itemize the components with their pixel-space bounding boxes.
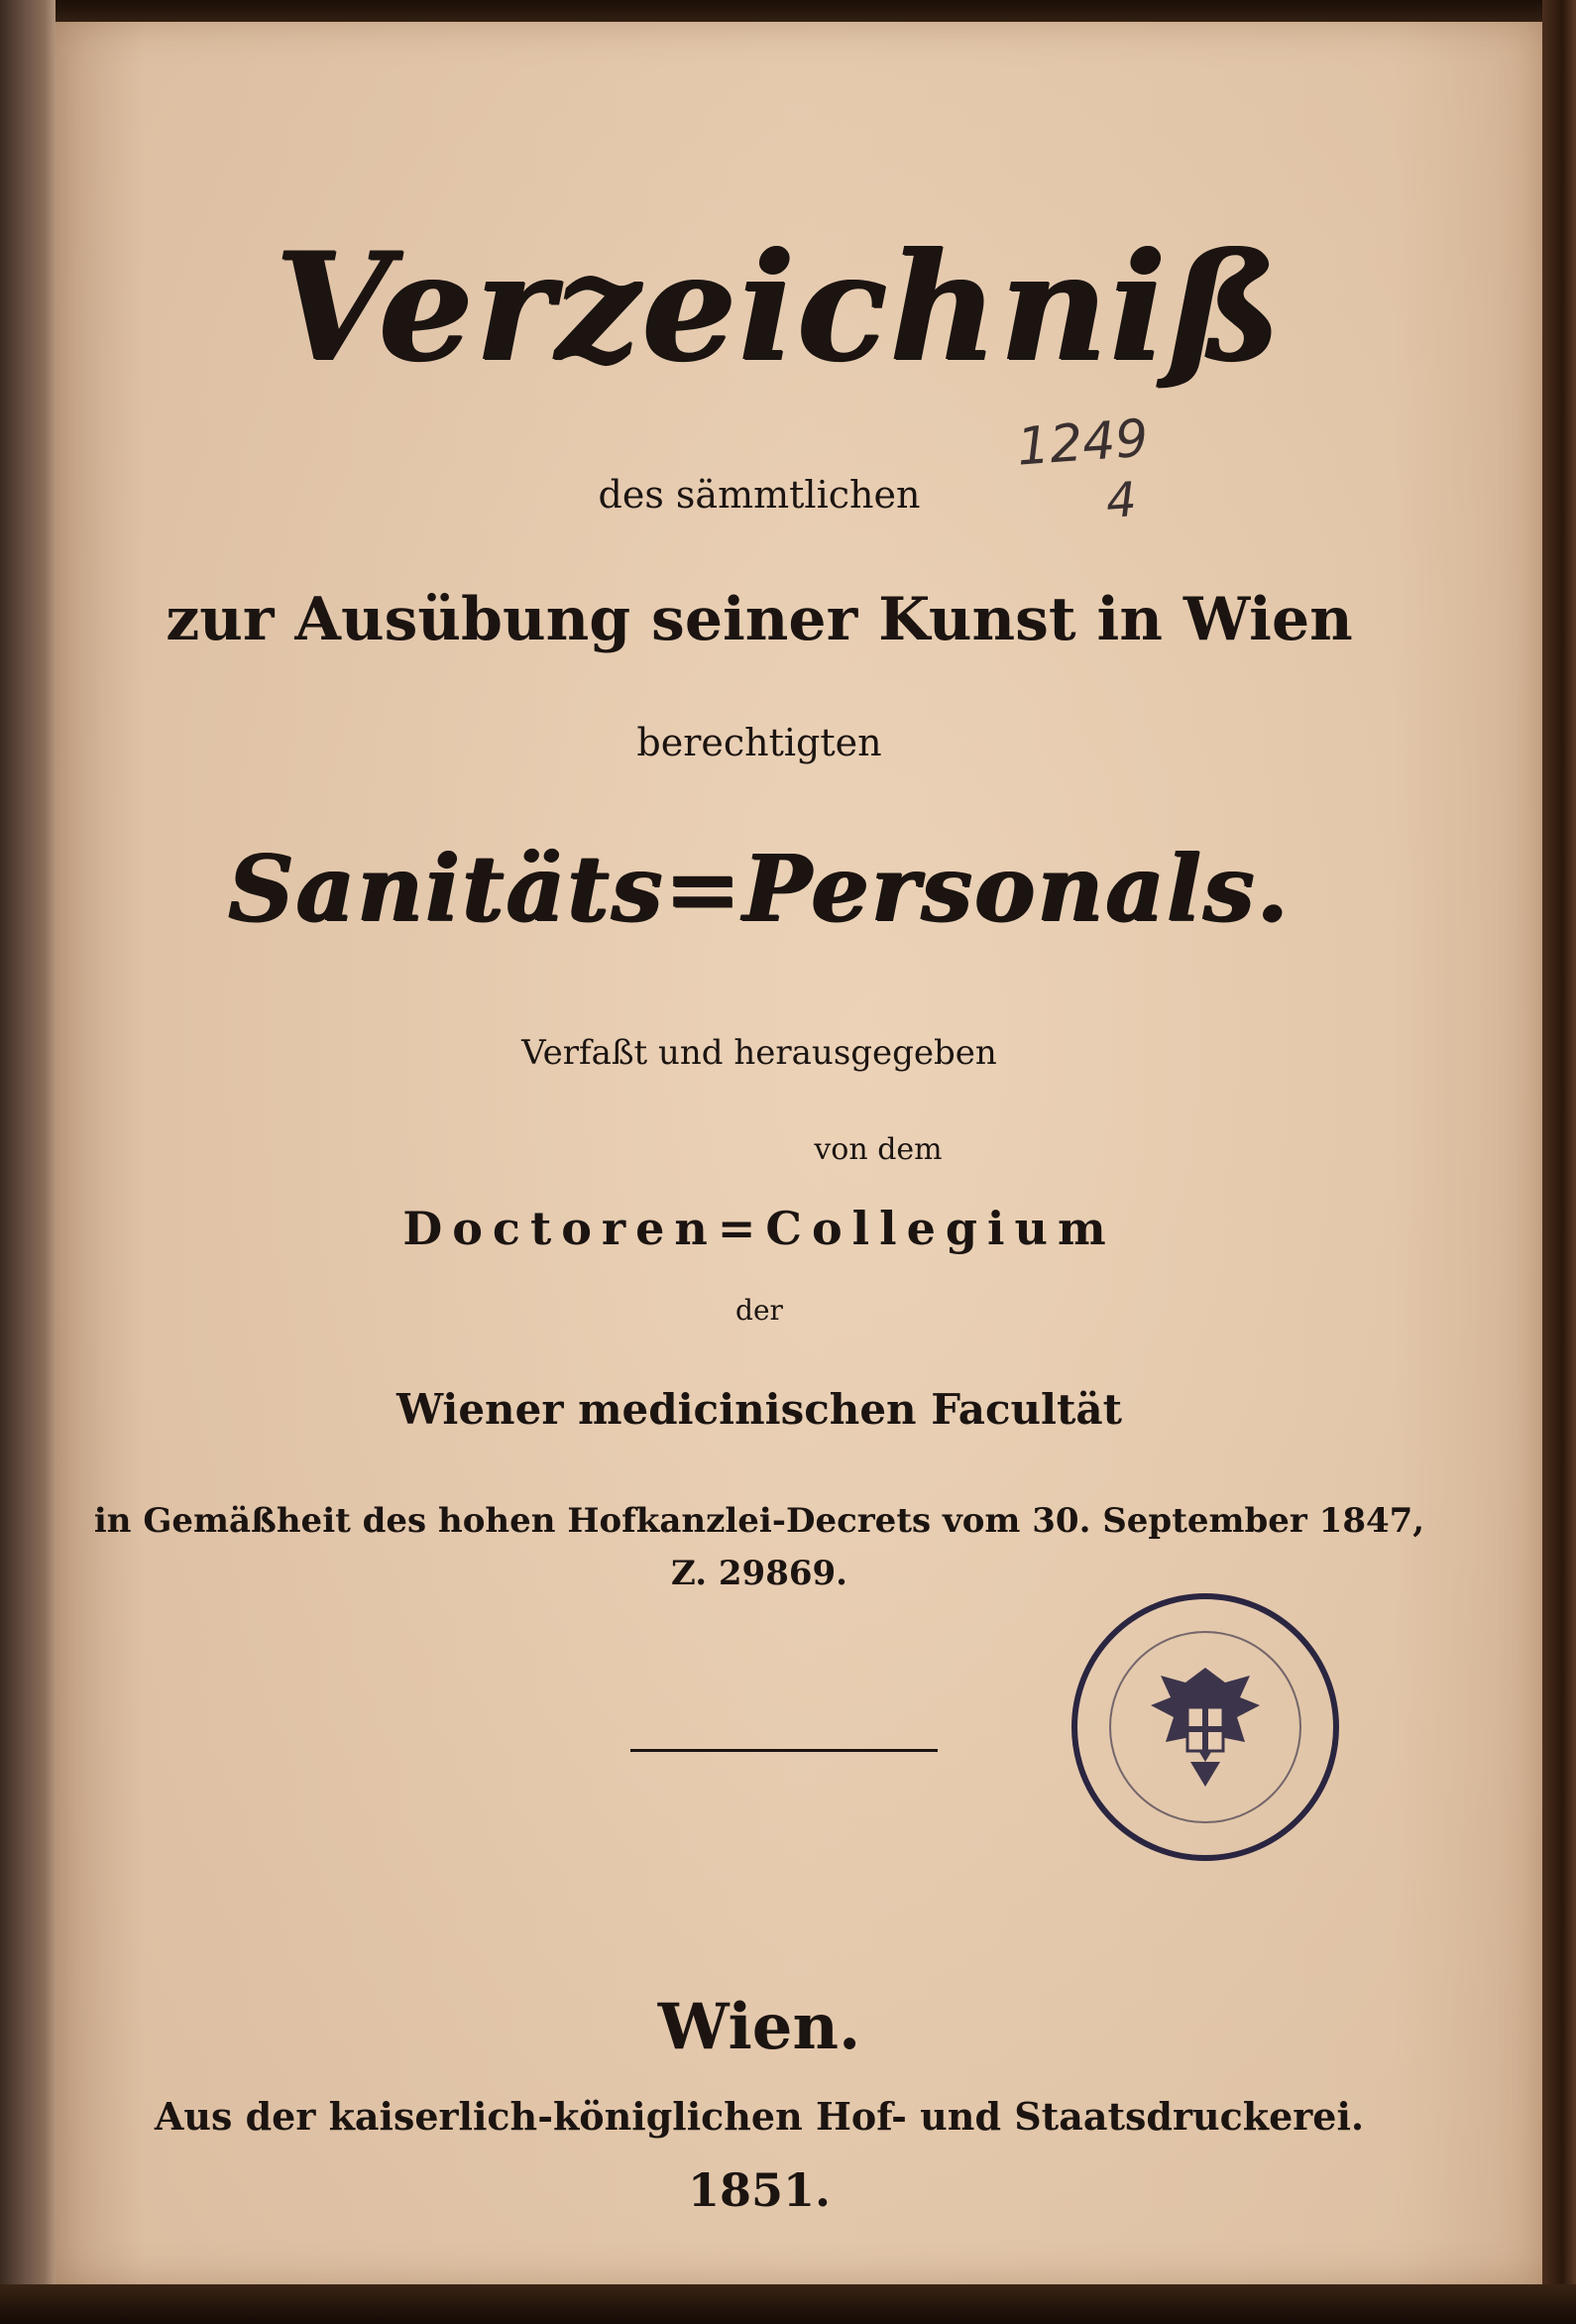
line-wiener-facultaet: Wiener medicinischen Facultät: [395, 1385, 1123, 1434]
page-title: Verzeichniß: [275, 220, 1284, 395]
handwritten-shelf-sub: 4: [1104, 472, 1139, 529]
library-stamp-icon: [1067, 1588, 1344, 1866]
line-zahl: Z. 29869.: [670, 1554, 848, 1593]
line-wien: Wien.: [657, 1990, 861, 2064]
line-doctoren-collegium: Doctoren=Collegium: [402, 1202, 1116, 1255]
handwritten-shelf-number: 1249: [1015, 408, 1151, 478]
line-sanitaets-personals: Sanitäts=Personals.: [228, 835, 1291, 942]
line-zur-ausuebung: zur Ausübung seiner Kunst in Wien: [166, 585, 1353, 654]
line-des-saemmtlichen: des sämmtlichen: [598, 473, 921, 517]
line-der: der: [735, 1294, 783, 1327]
line-verfasst: Verfaßt und herausgegeben: [521, 1033, 997, 1073]
divider-rule: [630, 1749, 938, 1752]
line-von-dem: von dem: [814, 1132, 943, 1167]
line-year: 1851.: [687, 2163, 832, 2217]
book-edge-bottom: [0, 2284, 1576, 2324]
line-gemaessheit: in Gemäßheit des hohen Hofkanzlei-Decrets vom 30. September 1847,: [93, 1501, 1425, 1541]
title-page: [56, 22, 1542, 2284]
line-berechtigten: berechtigten: [636, 721, 882, 764]
line-druckerei: Aus der kaiserlich-königlichen Hof- und Staatsdruckerei.: [154, 2094, 1365, 2139]
